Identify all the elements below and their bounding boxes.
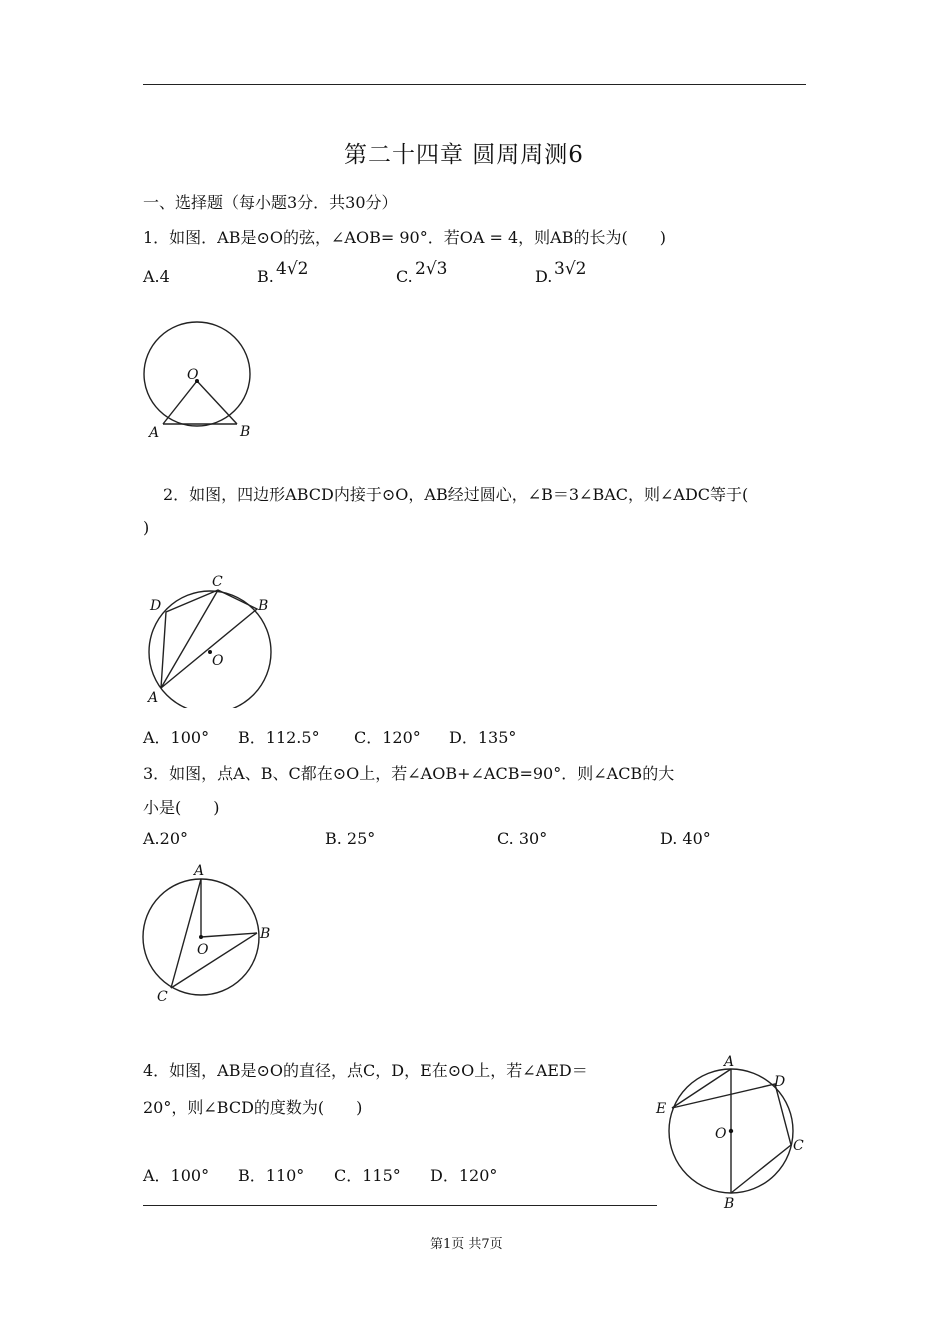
q2-option-d: D．135° — [449, 728, 517, 747]
page-title: 第二十四章 圆周周测6 — [344, 142, 584, 168]
q3-option-d: D. 40° — [660, 829, 711, 848]
q2-circle — [149, 591, 271, 708]
question-3-stem-line1: 3．如图，点A、B、C都在⊙O上，若∠AOB+∠ACB=90°．则∠ACB的大 — [143, 764, 675, 783]
q3-option-c: C. 30° — [497, 829, 548, 848]
q1-option-c-value: 2√3 — [415, 259, 448, 279]
question-2-stem-line1: 2．如图，四边形ABCD内接于⊙O，AB经过圆心，∠B＝3∠BAC，则∠ADC等于( — [163, 485, 749, 504]
q3-circle-figure — [138, 858, 278, 1006]
q1-circle-figure — [138, 318, 263, 443]
q2-label-c: C — [212, 574, 223, 590]
q2-option-c: C．120° — [354, 728, 421, 747]
q4-option-c: C．115° — [334, 1166, 401, 1185]
q4-option-d: D．120° — [430, 1166, 498, 1185]
q1-radius-oa — [163, 381, 197, 424]
q2-option-a: A．100° — [143, 728, 210, 747]
header-rule — [143, 84, 806, 85]
q1-option-c: C. — [396, 267, 413, 286]
q3-radius-ob — [201, 933, 257, 937]
q1-label-b: B — [240, 424, 251, 440]
q4-label-a: A — [724, 1054, 735, 1070]
q2-option-b: B．112.5° — [238, 728, 320, 747]
q4-label-o: O — [715, 1126, 727, 1142]
q1-radius-ob — [197, 381, 237, 424]
q4-label-d: D — [774, 1074, 786, 1090]
page-footer: 第1页 共7页 — [430, 1237, 503, 1252]
q1-option-b-value: 4√2 — [276, 259, 309, 279]
q4-option-a: A．100° — [143, 1166, 210, 1185]
q1-option-a: A.4 — [143, 267, 170, 286]
q2-label-a: A — [148, 690, 159, 706]
q2-label-d: D — [150, 598, 162, 614]
q2-label-b: B — [258, 598, 269, 614]
section-heading: 一、选择题（每小题3分．共30分） — [143, 193, 398, 212]
q3-label-o: O — [197, 942, 209, 958]
q4-label-c: C — [793, 1138, 804, 1154]
q3-option-a: A.20° — [143, 829, 188, 848]
q1-label-o: O — [187, 367, 199, 383]
q2-diagonal-ac — [161, 590, 218, 688]
q1-option-d: D. — [535, 267, 553, 286]
q1-option-d-value: 3√2 — [554, 259, 587, 279]
q3-label-a: A — [194, 863, 205, 879]
q4-label-b: B — [724, 1196, 735, 1212]
q4-option-b: B．110° — [238, 1166, 305, 1185]
question-3-stem-line2: 小是( ) — [143, 798, 220, 817]
question-1-stem: 1．如图．AB是⊙O的弦，∠AOB= 90°．若OA = 4，则AB的长为( ) — [143, 228, 666, 247]
q1-option-b: B. — [257, 267, 274, 286]
q3-label-c: C — [157, 989, 168, 1005]
q4-label-e: E — [656, 1101, 667, 1117]
question-4-stem-line2: 20°，则∠BCD的度数为( ) — [143, 1098, 363, 1117]
q3-label-b: B — [260, 926, 271, 942]
q1-label-a: A — [149, 425, 160, 441]
q2-circle-figure — [140, 568, 280, 708]
footer-rule — [143, 1205, 657, 1206]
q3-center-dot — [199, 935, 203, 939]
question-2-stem-line2: ) — [143, 518, 150, 537]
question-4-stem-line1: 4．如图，AB是⊙O的直径，点C，D，E在⊙O上，若∠AED＝ — [143, 1061, 588, 1080]
q4-circle-figure — [650, 1050, 815, 1215]
q4-center-dot — [729, 1129, 733, 1133]
q2-label-o: O — [212, 653, 224, 669]
q3-option-b: B. 25° — [325, 829, 376, 848]
